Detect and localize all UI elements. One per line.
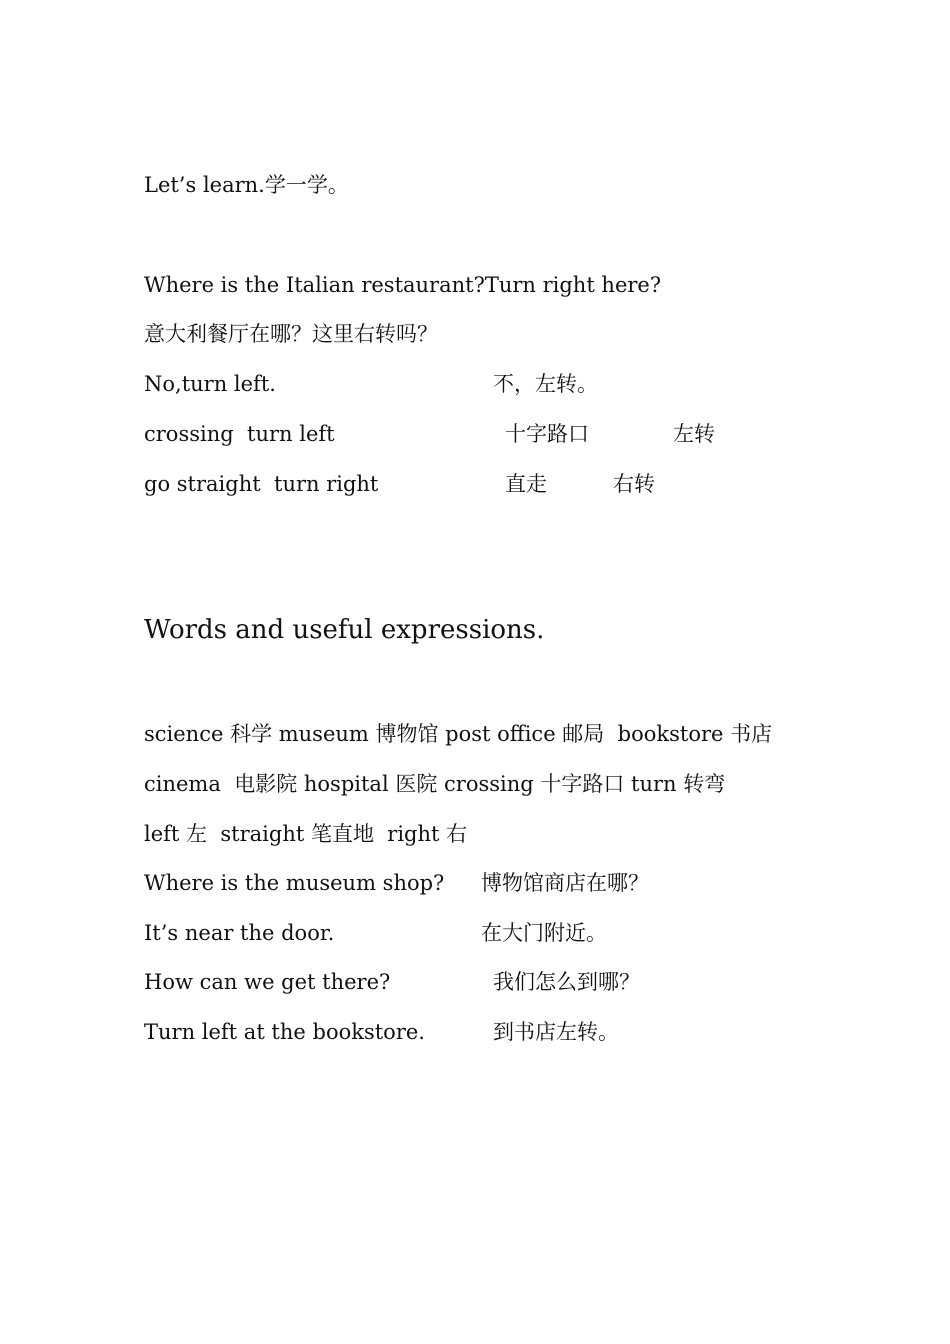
- section-heading-words: Words and useful expressions.: [144, 615, 545, 645]
- sentence-english: It’s near the door.: [144, 921, 335, 945]
- phrase-row-chinese-2: 左转: [673, 422, 715, 446]
- phrase-row-chinese: 直走: [505, 472, 547, 496]
- sentence-chinese: 在大门附近。: [481, 921, 607, 945]
- question-chinese: 意大利餐厅在哪？这里右转吗？: [144, 322, 438, 346]
- sentence-chinese: 博物馆商店在哪？: [481, 871, 649, 895]
- sentence-english: Turn left at the bookstore.: [144, 1020, 425, 1044]
- sentence-chinese: 到书店左转。: [493, 1020, 619, 1044]
- sentence-english: Where is the museum shop?: [144, 871, 445, 895]
- question-english: Where is the Italian restaurant?Turn right here?: [144, 273, 662, 297]
- phrase-row-english: go straight turn right: [144, 472, 379, 496]
- vocab-line: left 左 straight 笔直地 right 右: [144, 822, 468, 846]
- phrase-row-chinese: 十字路口: [505, 422, 589, 446]
- phrase-row-english: crossing turn left: [144, 422, 335, 446]
- vocab-line: science 科学 museum 博物馆 post office 邮局 bookstore 书店: [144, 722, 773, 746]
- phrase-row-chinese: 不，左转。: [493, 372, 598, 396]
- phrase-row-english: No,turn left.: [144, 372, 276, 396]
- sentence-english: How can we get there?: [144, 970, 391, 994]
- phrase-row-chinese-2: 右转: [613, 472, 655, 496]
- sentence-chinese: 我们怎么到哪？: [493, 970, 640, 994]
- section-heading-lets-learn: Let’s learn.学一学。: [144, 173, 349, 197]
- vocab-line: cinema 电影院 hospital 医院 crossing 十字路口 turn 转弯: [144, 772, 726, 796]
